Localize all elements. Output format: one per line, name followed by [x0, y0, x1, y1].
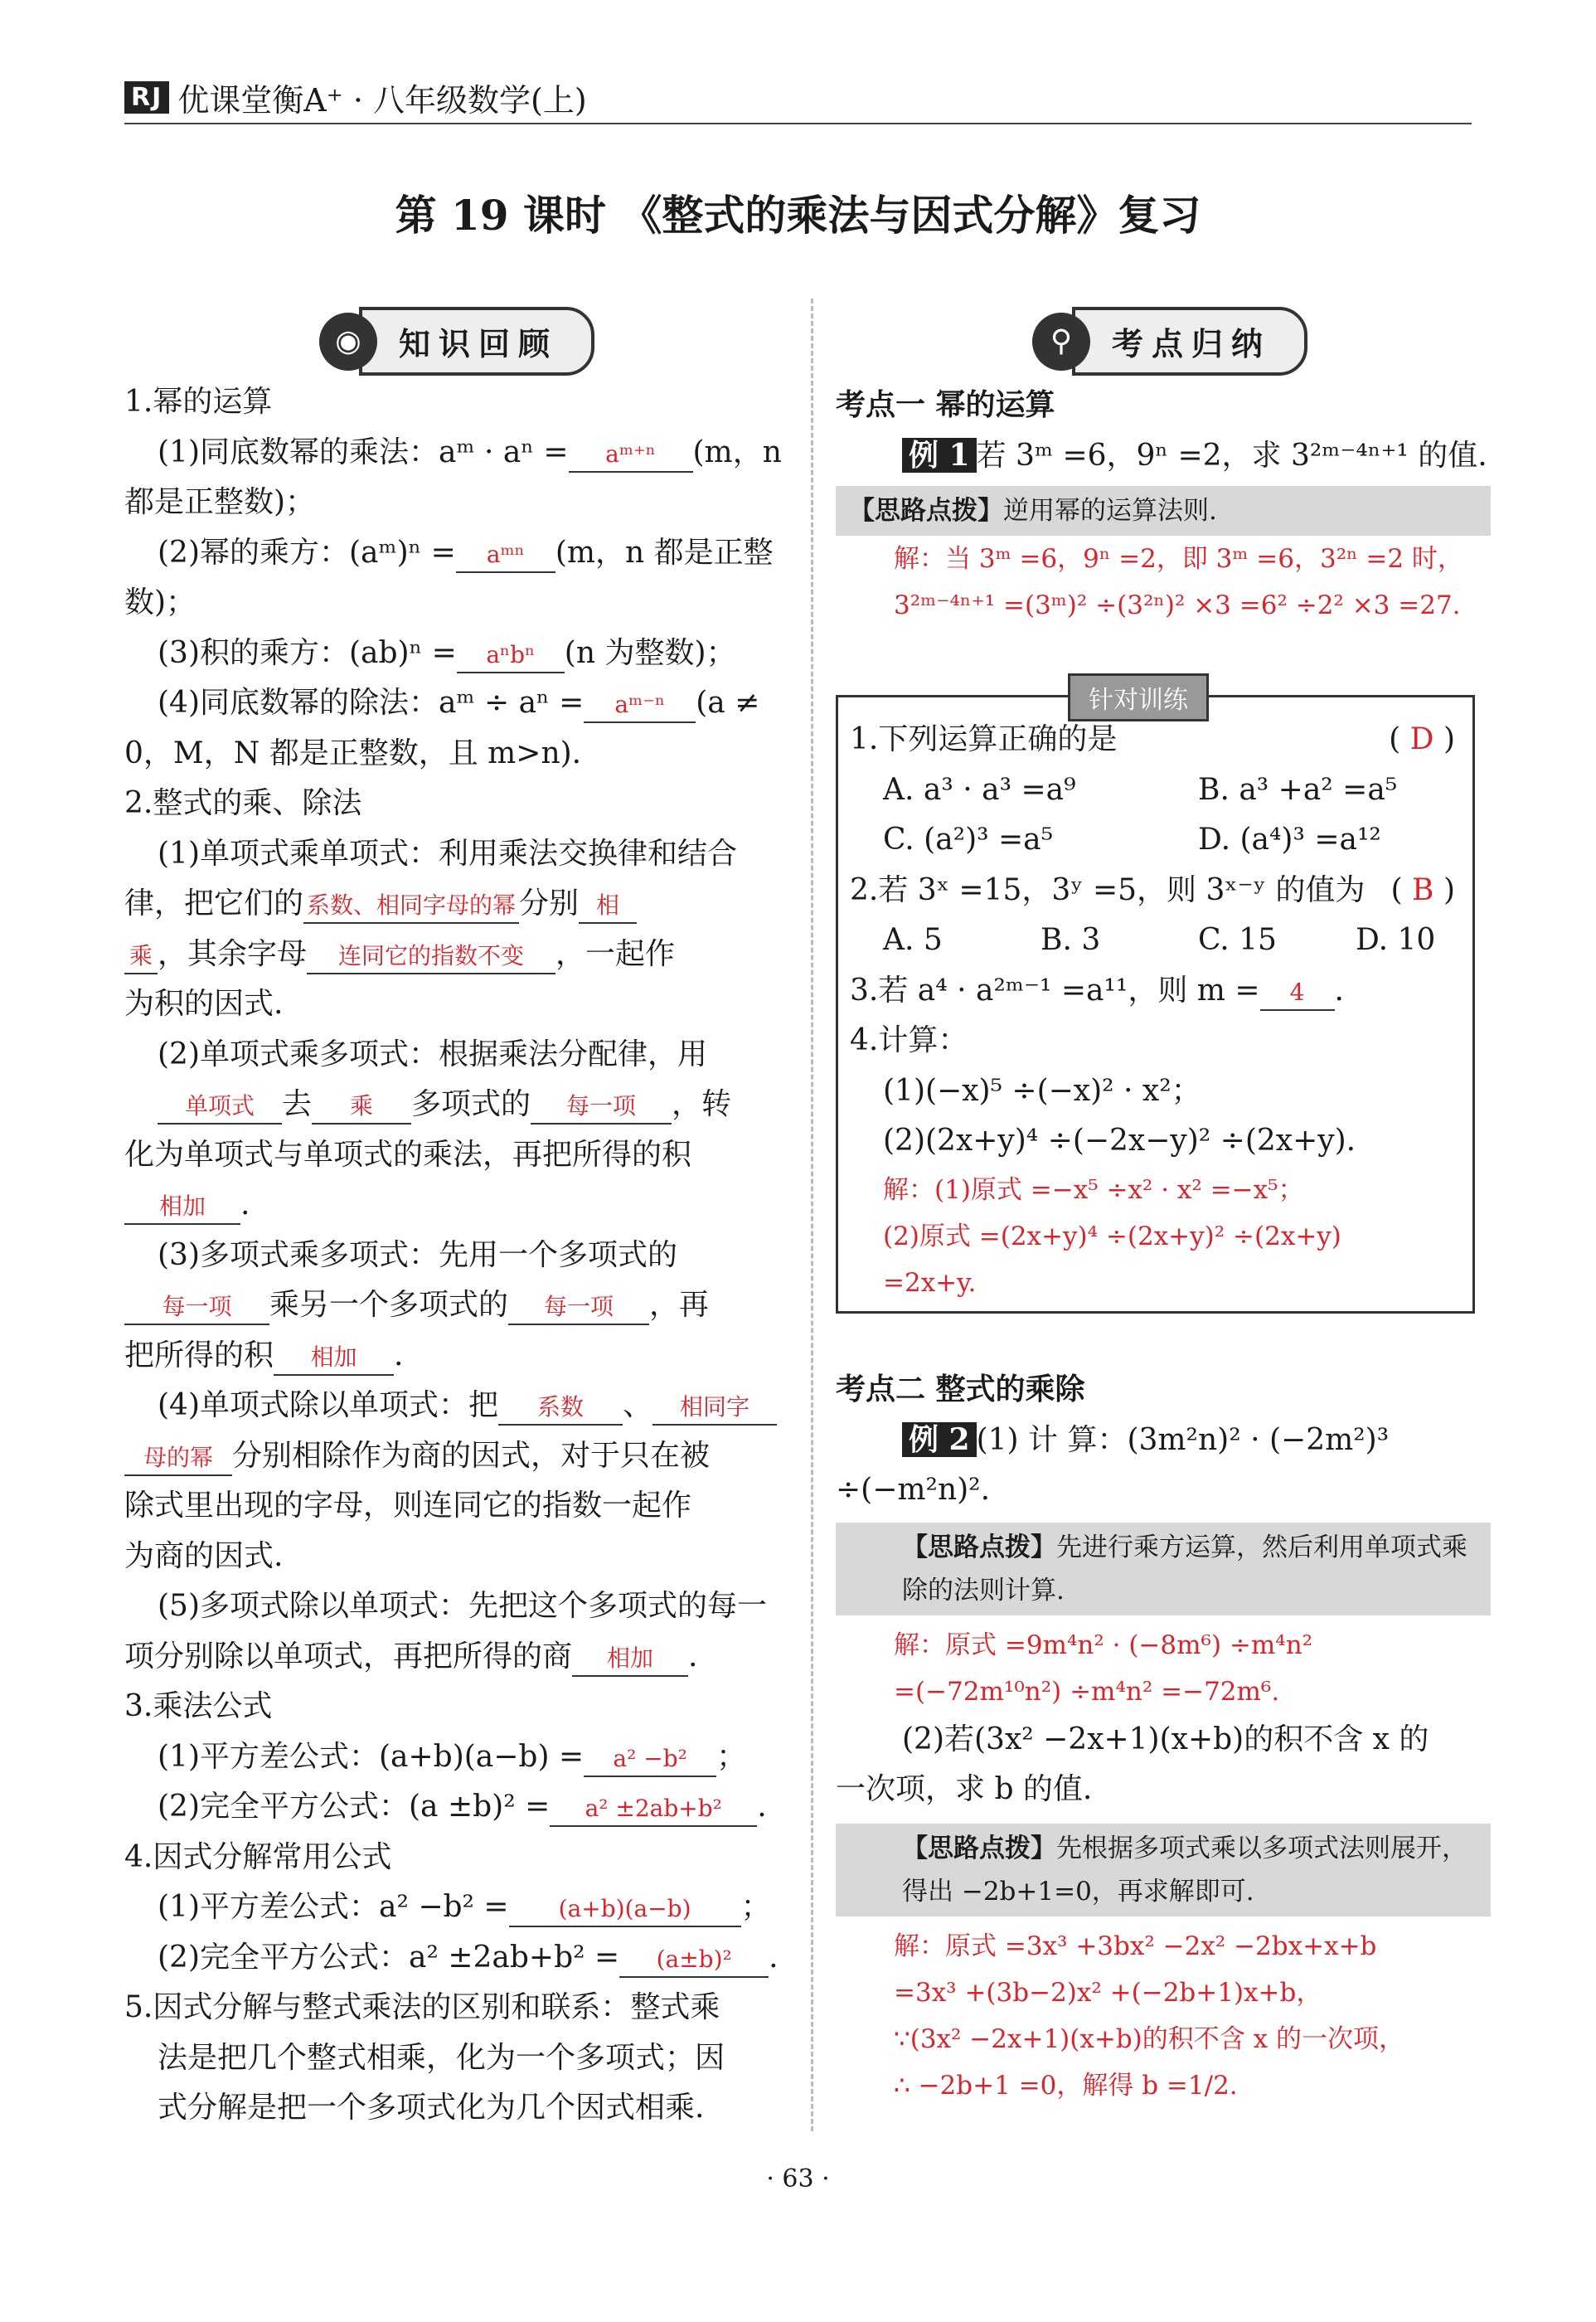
s1-item-3: (3)积的乘方：(ab)ⁿ = aⁿbⁿ (n 为整数)； — [124, 629, 788, 679]
example-2-hint-2: 【思路点拨】先根据多项式乘以多项式法则展开，得出 −2b+1=0，再求解即可. — [836, 1824, 1491, 1916]
answer-blank: 系数、相同字母的幂 — [303, 889, 519, 924]
s2-item-3-line3: 把所得的积 相加 . — [124, 1331, 788, 1382]
answer-blank: 每一项 — [531, 1090, 672, 1125]
s2-item-4-line4: 为商的因式. — [124, 1538, 284, 1573]
magnifier-icon: ⚲ — [1032, 313, 1090, 371]
answer-blank: 相加 — [572, 1642, 688, 1677]
s4-item-2: (2)完全平方公式：a² ±2ab+b² = (a±b)² . — [124, 1933, 788, 1984]
s2-item-4-line3: 除式里出现的字母，则连同它的指数一起作 — [124, 1489, 692, 1523]
s1-item-4-cont: 0，M，N 都是正整数，且 m>n). — [124, 736, 582, 770]
answer-blank: 每一项 — [508, 1290, 649, 1325]
question-2-answer: B — [1412, 872, 1434, 907]
question-4-part-2: (2)(2x+y)⁴ ÷(−2x−y)² ÷(2x+y). — [883, 1124, 1356, 1158]
s3-item-2: (2)完全平方公式：(a ±b)² = a² ±2ab+b² . — [124, 1782, 788, 1833]
s2-item-5: (5)多项式除以单项式：先把这个多项式的每一 — [158, 1589, 767, 1623]
s2-item-1-line3: 乘 ，其余字母 连同它的指数不变 ，一起作 — [124, 930, 788, 980]
example-1-solution-2: 3²ᵐ⁻⁴ⁿ⁺¹ =(3ᵐ)² ÷(3²ⁿ)² ×3 =6² ÷2² ×3 =27. — [894, 590, 1461, 620]
exam-points-2 — [836, 1364, 1491, 2109]
example-2-solution-6: ∴ −2b+1 =0，解得 b =1/2. — [894, 2070, 1238, 2101]
answer-blank: aᵐ⁺ⁿ — [569, 438, 693, 473]
training-tag: 针对训练 — [1068, 673, 1209, 721]
question-2-options: A. 5 B. 3 C. 15 D. 10 — [883, 923, 1436, 957]
question-2: 2.若 3ˣ =15，3ʸ =5，则 3ˣ⁻ʸ 的值为 ( B ) — [850, 872, 1455, 907]
answer-blank: aⁿbⁿ — [457, 639, 565, 673]
section-5-line1: 5.因式分解与整式乘法的区别和联系：整式乘 — [124, 1990, 720, 2024]
header — [124, 75, 587, 120]
example-2-solution-2: =(−72m¹⁰n²) ÷m⁴n² =−72m⁶. — [894, 1676, 1280, 1707]
s4-item-1: (1)平方差公式：a² −b² = (a+b)(a−b) ； — [124, 1882, 788, 1933]
question-1-options-ab: A. a³ · a³ =a⁹ B. a³ +a² =a⁵ — [883, 772, 1398, 807]
s1-item-1-cont: 都是正整数)； — [124, 485, 316, 519]
points-badge — [1032, 307, 1307, 376]
location-pin-icon: ◉ — [319, 313, 377, 371]
column-divider — [811, 299, 813, 2131]
answer-blank: aᵐⁿ — [456, 538, 555, 573]
answer-blank: 相加 — [274, 1341, 394, 1376]
answer-blank: a² ±2ab+b² — [550, 1792, 757, 1827]
header-rule — [124, 123, 1472, 124]
answer-blank: 4 — [1260, 976, 1335, 1011]
answer-blank: (a±b)² — [619, 1943, 769, 1978]
point-2-title: 考点二 整式的乘除 — [836, 1372, 1085, 1406]
question-4-part-1: (1)(−x)⁵ ÷(−x)² · x²； — [883, 1073, 1201, 1108]
page-title: 第 19 课时 《整式的乘法与因式分解》复习 — [395, 191, 1201, 240]
s1-item-4: (4)同底数幂的除法：aᵐ ÷ aⁿ = aᵐ⁻ⁿ (a ≠ — [124, 678, 788, 729]
section-3-title: 3.乘法公式 — [124, 1689, 273, 1723]
section-2-title: 2.整式的乘、除法 — [124, 786, 362, 820]
question-4: 4.计算： — [850, 1023, 968, 1057]
training-content — [850, 715, 1463, 1306]
example-1: 例 1 若 3ᵐ =6，9ⁿ =2，求 3²ᵐ⁻⁴ⁿ⁺¹ 的值. — [836, 430, 1491, 482]
question-1-options-cd: C. (a²)³ =a⁵ D. (a⁴)³ =a¹² — [883, 823, 1381, 857]
example-2-solution-3: 解：原式 =3x³ +3bx² −2x² −2bx+x+b — [894, 1931, 1377, 1961]
brand-logo: RJ — [124, 81, 169, 114]
example-2-part-2-cont: 一次项，求 b 的值. — [836, 1772, 1093, 1806]
example-2-hint: 【思路点拨】先进行乘方运算，然后利用单项式乘除的法则计算. — [836, 1523, 1491, 1615]
points-badge-label: 考点归纳 — [1072, 307, 1307, 376]
s2-item-4: (4)单项式除以单项式：把 系数 、 相同字 — [124, 1381, 788, 1431]
question-4-solution-1: 解：(1)原式 =−x⁵ ÷x² · x² =−x⁵； — [883, 1174, 1304, 1205]
question-1-answer: D — [1409, 722, 1434, 756]
header-text: 优课堂衡A⁺ · 八年级数学(上) — [177, 82, 587, 119]
page-number: · 63 · — [766, 2164, 830, 2193]
section-1-title: 1.幂的运算 — [124, 385, 273, 419]
s2-item-1: (1)单项式乘单项式：利用乘法交换律和结合 — [158, 836, 737, 871]
s2-item-1-line4: 为积的因式. — [124, 987, 284, 1021]
answer-blank: 系数 — [498, 1391, 623, 1426]
s1-item-2: (2)幂的乘方：(aᵐ)ⁿ = aᵐⁿ (m，n 都是正整 — [124, 528, 788, 579]
example-2-solution-1: 解：原式 =9m⁴n² · (−8m⁶) ÷m⁴n² — [894, 1630, 1313, 1660]
s2-item-5-line2: 项分别除以单项式，再把所得的商 相加 . — [124, 1632, 788, 1683]
review-badge — [319, 307, 594, 376]
answer-blank: 连同它的指数不变 — [307, 940, 555, 974]
s2-item-2-line3: 化为单项式与单项式的乘法，再把所得的积 — [124, 1137, 692, 1172]
section-4-title: 4.因式分解常用公式 — [124, 1839, 392, 1874]
example-1-hint: 【思路点拨】逆用幂的运算法则. — [836, 486, 1491, 536]
example-2-part-2: (2)若(3x² −2x+1)(x+b)的积不含 x 的 — [902, 1722, 1429, 1756]
answer-blank: 单项式 — [158, 1090, 282, 1125]
example-2-solution-4: =3x³ +(3b−2)x² +(−2b+1)x+b， — [894, 1977, 1322, 2008]
point-1-title: 考点一 幂的运算 — [836, 387, 1055, 422]
answer-blank: 相 — [579, 889, 637, 924]
question-1: 1.下列运算正确的是 ( D ) — [850, 722, 1455, 756]
s2-item-3-line2: 每一项 乘另一个多项式的 每一项 ，再 — [124, 1280, 788, 1331]
answer-blank: aᵐ⁻ⁿ — [584, 688, 696, 723]
section-5-line3: 式分解是把一个多项式化为几个因式相乘. — [158, 2091, 705, 2125]
answer-blank: a² −b² — [584, 1742, 716, 1777]
s1-item-2-cont: 数)； — [124, 585, 196, 619]
s2-item-4-line2: 母的幂 分别相除作为商的因式，对于只在被 — [124, 1431, 788, 1482]
s1-item-1: (1)同底数幂的乘法：aᵐ · aⁿ = aᵐ⁺ⁿ (m，n — [124, 428, 788, 478]
answer-blank: (a+b)(a−b) — [509, 1892, 741, 1927]
answer-blank: 母的幂 — [124, 1441, 232, 1476]
s2-item-2-line4: 相加 . — [124, 1180, 788, 1231]
answer-blank: 相同字 — [652, 1391, 777, 1426]
example-1-label: 例 1 — [902, 438, 977, 473]
s3-item-1: (1)平方差公式：(a+b)(a−b) = a² −b² ； — [124, 1732, 788, 1783]
example-2-label: 例 2 — [902, 1422, 977, 1457]
question-4-solution-2: (2)原式 =(2x+y)⁴ ÷(2x+y)² ÷(2x+y) — [883, 1221, 1341, 1251]
s2-item-2-line2: 单项式 去 乘 多项式的 每一项 ，转 — [124, 1080, 788, 1130]
example-2-cont: ÷(−m²n)². — [836, 1473, 991, 1507]
example-2: 例 2 (1) 计 算：(3m²n)² · (−2m²)³ — [836, 1415, 1491, 1466]
answer-blank: 乘 — [312, 1090, 411, 1125]
example-2-solution-5: ∵(3x² −2x+1)(x+b)的积不含 x 的一次项， — [894, 2023, 1404, 2054]
question-3: 3.若 a⁴ · a²ᵐ⁻¹ =a¹¹，则 m = 4 . — [850, 966, 1463, 1017]
section-5-line2: 法是把几个整式相乘，化为一个多项式；因 — [158, 2040, 725, 2075]
question-4-solution-3: =2x+y. — [883, 1267, 977, 1298]
s2-item-3: (3)多项式乘多项式：先用一个多项式的 — [158, 1237, 677, 1272]
example-1-solution-1: 解：当 3ᵐ =6，9ⁿ =2，即 3ᵐ =6，3²ⁿ =2 时， — [894, 544, 1463, 574]
answer-blank: 乘 — [124, 940, 158, 974]
answer-blank: 每一项 — [124, 1290, 269, 1325]
knowledge-review — [124, 377, 788, 2134]
exam-points-1 — [836, 380, 1491, 629]
s2-item-1-line2: 律，把它们的 系数、相同字母的幂 分别 相 — [124, 879, 788, 930]
s2-item-2: (2)单项式乘多项式：根据乘法分配律，用 — [158, 1037, 707, 1071]
answer-blank: 相加 — [124, 1190, 240, 1225]
review-badge-label: 知识回顾 — [359, 307, 594, 376]
